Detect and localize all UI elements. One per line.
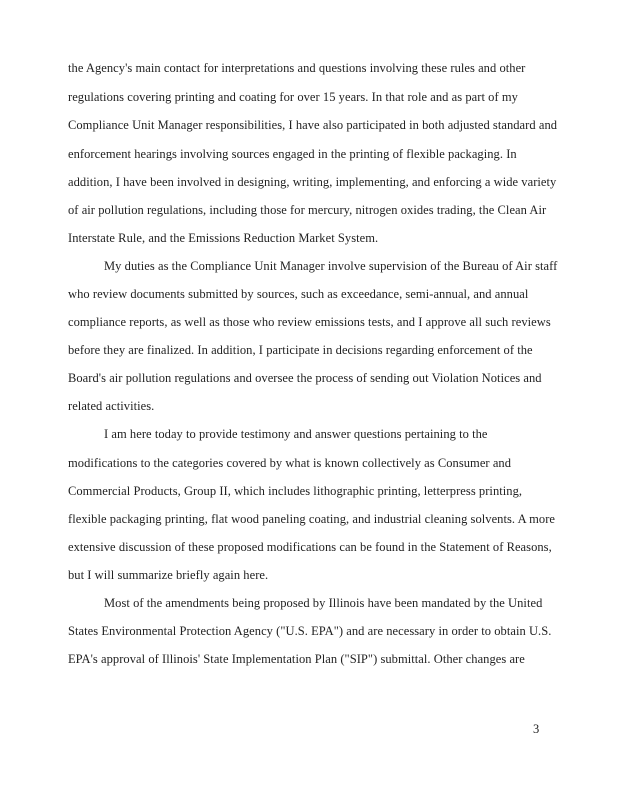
- text-line: of air pollution regulations, including those for mercury, nitrogen oxides trading, the Clean Air: [68, 203, 547, 217]
- text-line: flexible packaging printing, flat wood paneling coating, and industrial cleaning solvents. A more: [68, 512, 556, 526]
- text-line: extensive discussion of these proposed modifications can be found in the Statement of Reasons,: [68, 540, 552, 554]
- text-line: Board's air pollution regulations and oversee the process of sending out Violation Notices and: [68, 371, 542, 385]
- text-line: modifications to the categories covered by what is known collectively as Consumer and: [68, 456, 512, 470]
- text-line: Commercial Products, Group II, which includes lithographic printing, letterpress printing,: [68, 484, 523, 498]
- text-line: enforcement hearings involving sources engaged in the printing of flexible packaging. In: [68, 147, 517, 161]
- text-line: regulations covering printing and coating for over 15 years. In that role and as part of my: [68, 90, 518, 104]
- text-line: EPA's approval of Illinois' State Implementation Plan ("SIP") submittal. Other changes are: [68, 652, 525, 666]
- page-number: 3: [533, 722, 540, 736]
- text-line: Most of the amendments being proposed by Illinois have been mandated by the United: [104, 596, 543, 610]
- text-line: Compliance Unit Manager responsibilities, I have also participated in both adjusted standard and: [68, 118, 558, 132]
- text-line: States Environmental Protection Agency ("U.S. EPA") and are necessary in order to obtain U.S.: [68, 624, 552, 638]
- text-line: addition, I have been involved in designing, writing, implementing, and enforcing a wide variety: [68, 175, 557, 189]
- text-line: related activities.: [68, 399, 155, 413]
- text-line: Interstate Rule, and the Emissions Reduction Market System.: [68, 231, 379, 245]
- text-line: before they are finalized. In addition, I participate in decisions regarding enforcement of the: [68, 343, 533, 357]
- text-line: I am here today to provide testimony and answer questions pertaining to the: [104, 427, 488, 441]
- text-line: My duties as the Compliance Unit Manager involve supervision of the Bureau of Air staff: [104, 259, 558, 273]
- text-line: but I will summarize briefly again here.: [68, 568, 269, 582]
- text-line: the Agency's main contact for interpretations and questions involving these rules and other: [68, 61, 526, 75]
- text-line: compliance reports, as well as those who review emissions tests, and I approve all such reviews: [68, 315, 551, 329]
- text-line: who review documents submitted by sources, such as exceedance, semi-annual, and annual: [68, 287, 529, 301]
